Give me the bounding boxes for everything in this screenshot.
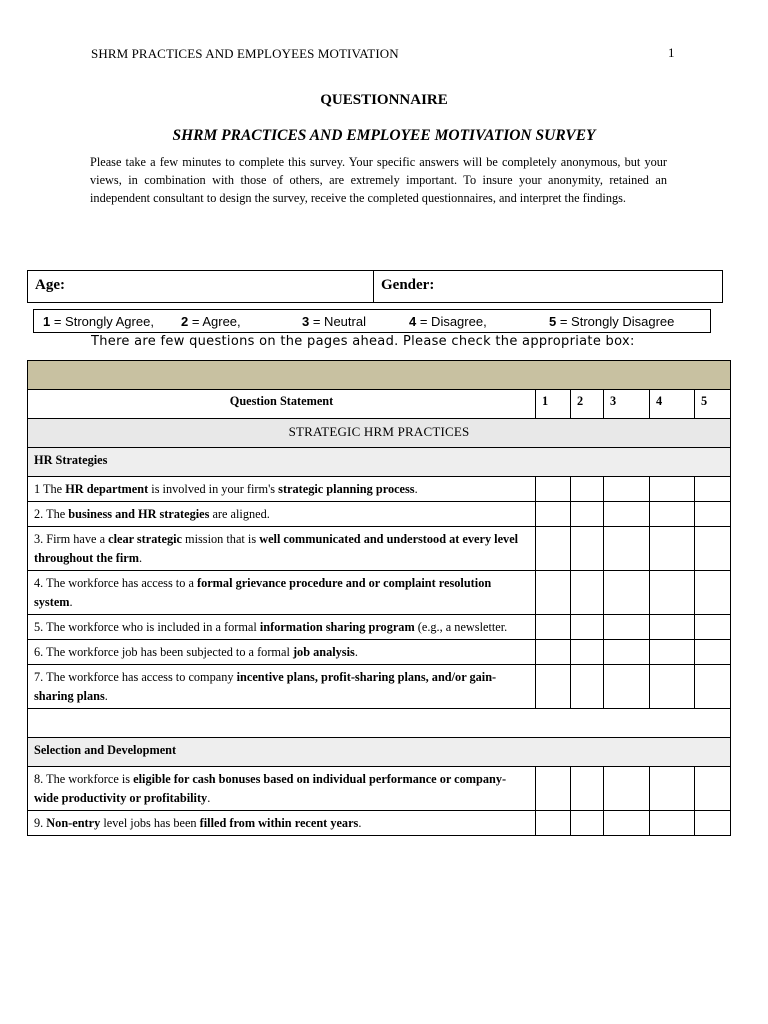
question-text: 9. Non-entry level jobs has been filled from within recent years. [28,811,536,836]
rating-header: 2 [571,390,604,419]
instruction-text: There are few questions on the pages ahead. Please check the appropriate box: [91,334,635,349]
table-row [28,477,731,502]
rating-checkbox-cell[interactable] [604,640,650,665]
scale-item: 5 = Strongly Disagree [549,314,675,329]
rating-checkbox-cell[interactable] [650,767,695,811]
question-text: 7. The workforce has access to company incentive plans, profit-sharing plans, and/or gain-sharing plans. [28,665,536,709]
rating-checkbox-cell[interactable] [650,640,695,665]
rating-checkbox-cell[interactable] [695,571,731,615]
rating-checkbox-cell[interactable] [571,615,604,640]
table-row [28,502,731,527]
rating-checkbox-cell[interactable] [650,665,695,709]
section-row [28,419,731,448]
rating-checkbox-cell[interactable] [536,811,571,836]
page-number: 1 [668,45,675,60]
rating-checkbox-cell[interactable] [695,811,731,836]
section-title: STRATEGIC HRM PRACTICES [28,419,731,448]
rating-checkbox-cell[interactable] [604,665,650,709]
rating-checkbox-cell[interactable] [650,502,695,527]
question-text: 6. The workforce job has been subjected to a formal job analysis. [28,640,536,665]
table-header-row [28,390,731,419]
age-field[interactable] [28,271,374,302]
scale-item: 3 = Neutral [302,314,366,329]
rating-header: 3 [604,390,650,419]
rating-checkbox-cell[interactable] [536,571,571,615]
survey-table [27,360,731,836]
rating-checkbox-cell[interactable] [604,502,650,527]
rating-checkbox-cell[interactable] [650,811,695,836]
rating-checkbox-cell[interactable] [571,767,604,811]
table-row [28,615,731,640]
spacer-cell [28,709,731,738]
question-text: 4. The workforce has access to a formal grievance procedure and or complaint resolution system. [28,571,536,615]
rating-checkbox-cell[interactable] [650,527,695,571]
scale-item: 2 = Agree, [181,314,241,329]
intro-paragraph: Please take a few minutes to complete this survey. Your specific answers will be completely anonymous, but your views, in combination with those of others, are extremely important. To insure your anonymity, retained an independent consultant to design the survey, receive the completed questionnaires, and interpret the findings. [90,155,667,205]
rating-checkbox-cell[interactable] [650,615,695,640]
rating-checkbox-cell[interactable] [695,527,731,571]
rating-checkbox-cell[interactable] [650,477,695,502]
question-text: 3. Firm have a clear strategic mission that is well communicated and understood at every level throughout the firm. [28,527,536,571]
rating-checkbox-cell[interactable] [604,811,650,836]
rating-checkbox-cell[interactable] [571,527,604,571]
rating-checkbox-cell[interactable] [604,615,650,640]
rating-checkbox-cell[interactable] [695,615,731,640]
group-row [28,448,731,477]
gender-field[interactable] [374,271,441,302]
running-head: SHRM PRACTICES AND EMPLOYEES MOTIVATION [91,46,399,61]
gender-label: Gender: [381,277,435,293]
question-statement-header: Question Statement [28,390,536,419]
question-text: 8. The workforce is eligible for cash bonuses based on individual performance or company-wide productivity or profitability. [28,767,536,811]
rating-scale-legend [33,309,711,333]
page-title: QUESTIONNAIRE [320,92,448,108]
rating-checkbox-cell[interactable] [695,477,731,502]
rating-checkbox-cell[interactable] [536,527,571,571]
demographics-box [27,270,723,303]
rating-checkbox-cell[interactable] [695,665,731,709]
rating-checkbox-cell[interactable] [571,571,604,615]
table-row [28,640,731,665]
rating-checkbox-cell[interactable] [571,665,604,709]
table-row [28,527,731,571]
rating-checkbox-cell[interactable] [536,477,571,502]
group-title: HR Strategies [28,448,731,477]
group-row [28,738,731,767]
table-row [28,767,731,811]
rating-header: 4 [650,390,695,419]
table-row [28,811,731,836]
table-band [28,361,731,390]
rating-checkbox-cell[interactable] [536,640,571,665]
rating-checkbox-cell[interactable] [571,640,604,665]
age-label: Age: [35,277,65,293]
rating-checkbox-cell[interactable] [536,767,571,811]
rating-checkbox-cell[interactable] [695,502,731,527]
rating-checkbox-cell[interactable] [695,640,731,665]
table-row [28,571,731,615]
rating-checkbox-cell[interactable] [604,767,650,811]
question-text: 5. The workforce who is included in a formal information sharing program (e.g., a newsletter. [28,615,536,640]
rating-checkbox-cell[interactable] [695,767,731,811]
scale-item: 4 = Disagree, [409,314,487,329]
rating-checkbox-cell[interactable] [571,502,604,527]
rating-checkbox-cell[interactable] [536,615,571,640]
rating-checkbox-cell[interactable] [536,502,571,527]
rating-header: 1 [536,390,571,419]
survey-subtitle: SHRM PRACTICES AND EMPLOYEE MOTIVATION SURVEY [172,127,596,144]
rating-checkbox-cell[interactable] [571,477,604,502]
rating-checkbox-cell[interactable] [604,571,650,615]
question-text: 2. The business and HR strategies are aligned. [28,502,536,527]
rating-checkbox-cell[interactable] [604,527,650,571]
spacer-row [28,709,731,738]
table-band-row [28,361,731,390]
group-title: Selection and Development [28,738,731,767]
rating-checkbox-cell[interactable] [604,477,650,502]
scale-item: 1 = Strongly Agree, [43,314,154,329]
table-row [28,665,731,709]
rating-checkbox-cell[interactable] [571,811,604,836]
question-text: 1 The HR department is involved in your firm's strategic planning process. [28,477,536,502]
rating-header: 5 [695,390,731,419]
rating-checkbox-cell[interactable] [536,665,571,709]
rating-checkbox-cell[interactable] [650,571,695,615]
